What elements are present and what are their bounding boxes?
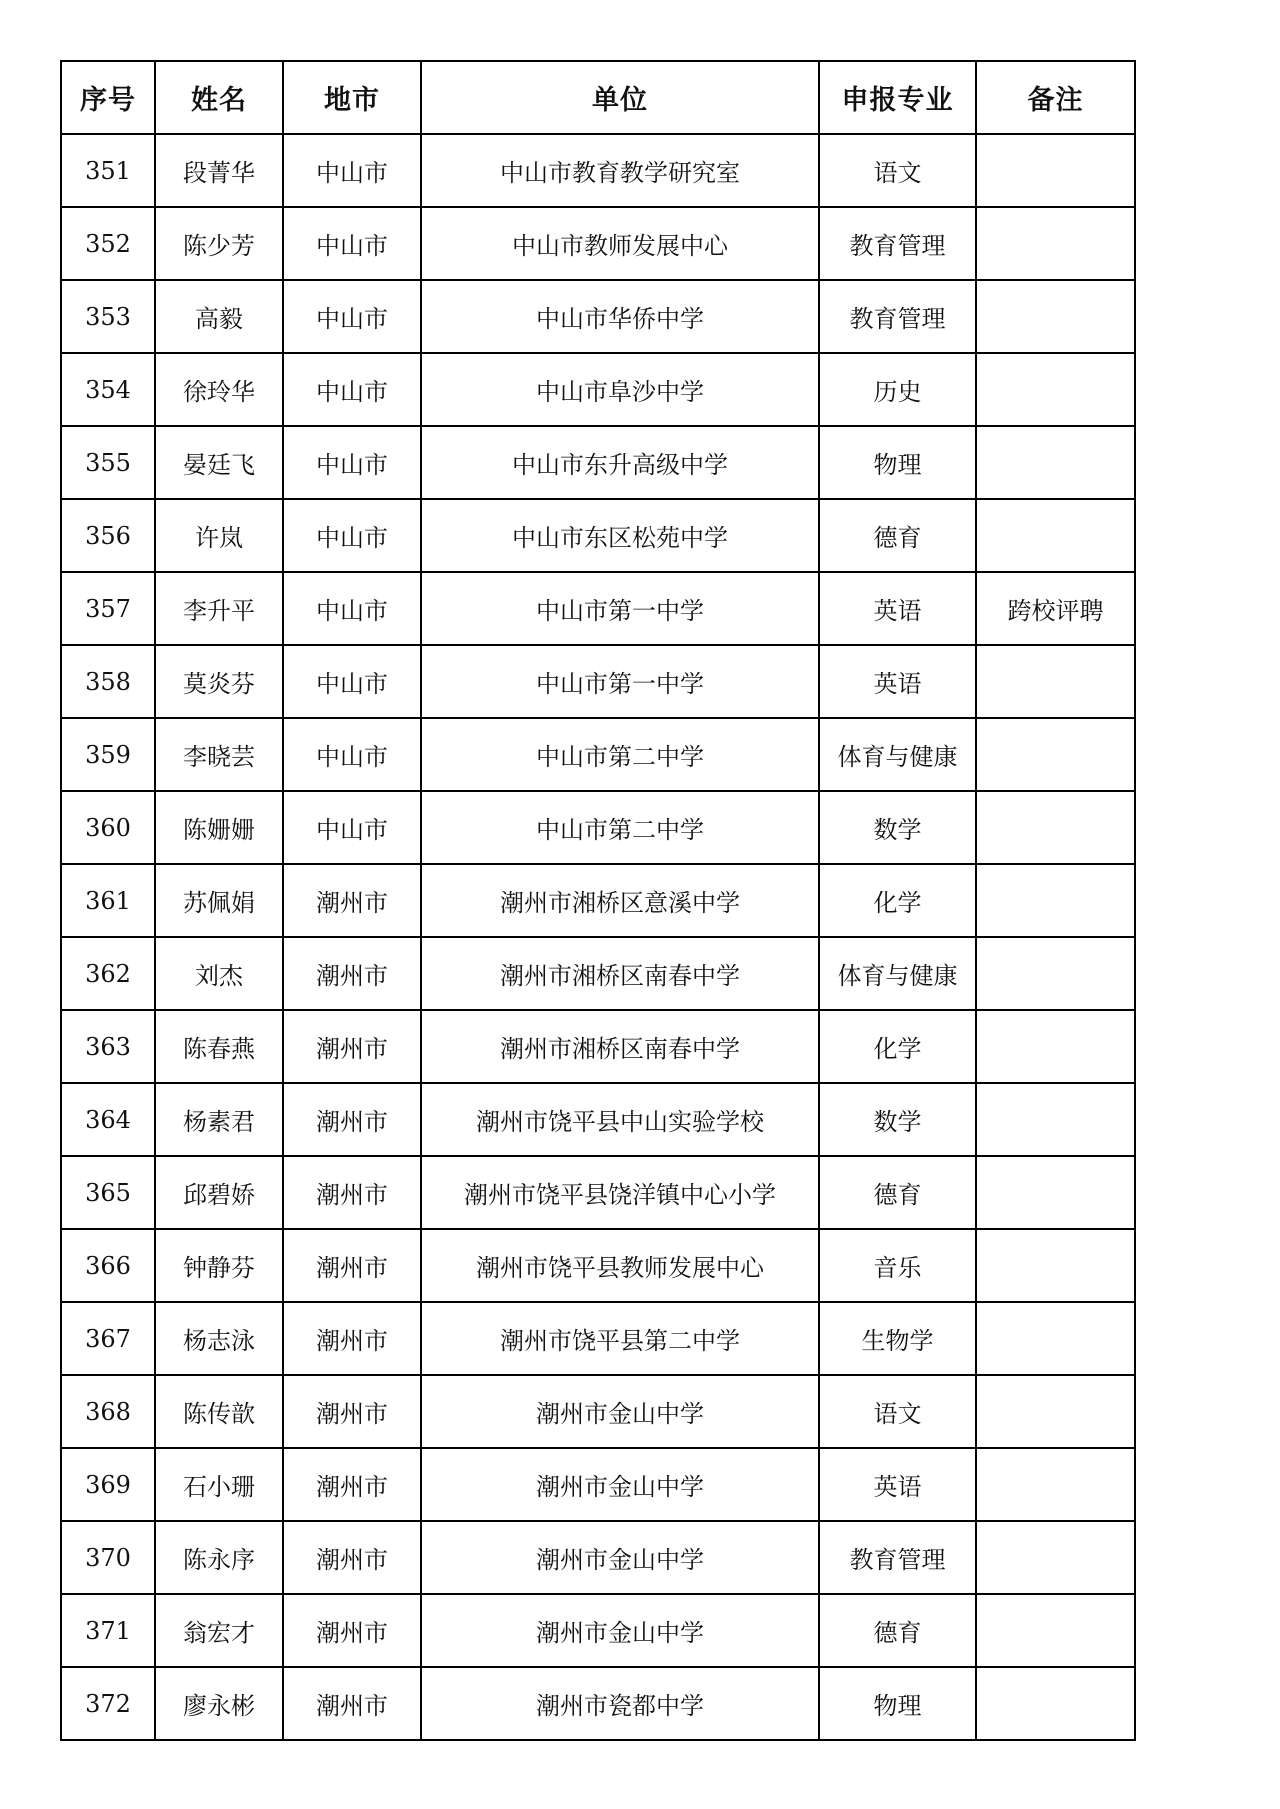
cell-major: 体育与健康 bbox=[819, 718, 976, 791]
cell-name: 刘杰 bbox=[155, 937, 283, 1010]
cell-remark bbox=[976, 1156, 1135, 1229]
cell-major: 历史 bbox=[819, 353, 976, 426]
cell-remark bbox=[976, 1594, 1135, 1667]
header-major: 申报专业 bbox=[819, 61, 976, 134]
cell-name: 莫炎芬 bbox=[155, 645, 283, 718]
cell-city: 中山市 bbox=[283, 718, 421, 791]
cell-remark bbox=[976, 207, 1135, 280]
cell-no: 370 bbox=[61, 1521, 155, 1594]
cell-unit: 中山市第一中学 bbox=[421, 572, 819, 645]
cell-name: 晏廷飞 bbox=[155, 426, 283, 499]
table-row bbox=[61, 1521, 1135, 1594]
cell-remark bbox=[976, 499, 1135, 572]
cell-remark bbox=[976, 426, 1135, 499]
roster-table bbox=[60, 60, 1136, 1741]
cell-remark bbox=[976, 353, 1135, 426]
cell-name: 杨志泳 bbox=[155, 1302, 283, 1375]
cell-no: 353 bbox=[61, 280, 155, 353]
cell-unit: 潮州市饶平县中山实验学校 bbox=[421, 1083, 819, 1156]
cell-city: 中山市 bbox=[283, 280, 421, 353]
cell-major: 德育 bbox=[819, 1594, 976, 1667]
cell-no: 364 bbox=[61, 1083, 155, 1156]
cell-major: 英语 bbox=[819, 1448, 976, 1521]
cell-name: 许岚 bbox=[155, 499, 283, 572]
cell-remark bbox=[976, 1521, 1135, 1594]
cell-city: 中山市 bbox=[283, 207, 421, 280]
cell-remark bbox=[976, 864, 1135, 937]
cell-no: 365 bbox=[61, 1156, 155, 1229]
cell-city: 中山市 bbox=[283, 353, 421, 426]
table-row bbox=[61, 207, 1135, 280]
cell-major: 化学 bbox=[819, 1010, 976, 1083]
cell-remark bbox=[976, 645, 1135, 718]
cell-remark bbox=[976, 280, 1135, 353]
table-row bbox=[61, 572, 1135, 645]
header-no: 序号 bbox=[61, 61, 155, 134]
cell-no: 351 bbox=[61, 134, 155, 207]
cell-city: 潮州市 bbox=[283, 1229, 421, 1302]
cell-unit: 中山市第一中学 bbox=[421, 645, 819, 718]
cell-no: 362 bbox=[61, 937, 155, 1010]
cell-name: 李升平 bbox=[155, 572, 283, 645]
cell-major: 体育与健康 bbox=[819, 937, 976, 1010]
cell-no: 352 bbox=[61, 207, 155, 280]
cell-remark bbox=[976, 1302, 1135, 1375]
cell-no: 372 bbox=[61, 1667, 155, 1740]
cell-unit: 中山市东升高级中学 bbox=[421, 426, 819, 499]
cell-city: 潮州市 bbox=[283, 1375, 421, 1448]
cell-major: 音乐 bbox=[819, 1229, 976, 1302]
cell-name: 段菁华 bbox=[155, 134, 283, 207]
cell-remark: 跨校评聘 bbox=[976, 572, 1135, 645]
cell-city: 潮州市 bbox=[283, 1521, 421, 1594]
cell-no: 369 bbox=[61, 1448, 155, 1521]
cell-unit: 中山市东区松苑中学 bbox=[421, 499, 819, 572]
table-row bbox=[61, 1448, 1135, 1521]
table-row bbox=[61, 1375, 1135, 1448]
cell-city: 中山市 bbox=[283, 134, 421, 207]
cell-name: 邱碧娇 bbox=[155, 1156, 283, 1229]
cell-no: 359 bbox=[61, 718, 155, 791]
cell-remark bbox=[976, 791, 1135, 864]
cell-name: 钟静芬 bbox=[155, 1229, 283, 1302]
table-row bbox=[61, 1156, 1135, 1229]
cell-no: 368 bbox=[61, 1375, 155, 1448]
cell-unit: 潮州市饶平县饶洋镇中心小学 bbox=[421, 1156, 819, 1229]
cell-major: 英语 bbox=[819, 645, 976, 718]
cell-city: 潮州市 bbox=[283, 1156, 421, 1229]
cell-major: 数学 bbox=[819, 791, 976, 864]
table-row bbox=[61, 718, 1135, 791]
cell-unit: 中山市第二中学 bbox=[421, 791, 819, 864]
table-row bbox=[61, 1083, 1135, 1156]
cell-unit: 潮州市饶平县教师发展中心 bbox=[421, 1229, 819, 1302]
cell-city: 中山市 bbox=[283, 426, 421, 499]
cell-remark bbox=[976, 134, 1135, 207]
cell-major: 教育管理 bbox=[819, 1521, 976, 1594]
cell-no: 367 bbox=[61, 1302, 155, 1375]
cell-city: 潮州市 bbox=[283, 937, 421, 1010]
header-city: 地市 bbox=[283, 61, 421, 134]
cell-unit: 潮州市金山中学 bbox=[421, 1448, 819, 1521]
cell-major: 语文 bbox=[819, 134, 976, 207]
cell-city: 潮州市 bbox=[283, 1302, 421, 1375]
cell-major: 数学 bbox=[819, 1083, 976, 1156]
cell-no: 358 bbox=[61, 645, 155, 718]
cell-name: 陈少芳 bbox=[155, 207, 283, 280]
cell-city: 中山市 bbox=[283, 499, 421, 572]
cell-unit: 中山市教师发展中心 bbox=[421, 207, 819, 280]
cell-major: 教育管理 bbox=[819, 207, 976, 280]
header-name: 姓名 bbox=[155, 61, 283, 134]
cell-remark bbox=[976, 1229, 1135, 1302]
cell-major: 语文 bbox=[819, 1375, 976, 1448]
cell-remark bbox=[976, 1375, 1135, 1448]
cell-name: 徐玲华 bbox=[155, 353, 283, 426]
cell-major: 英语 bbox=[819, 572, 976, 645]
cell-unit: 中山市华侨中学 bbox=[421, 280, 819, 353]
cell-name: 翁宏才 bbox=[155, 1594, 283, 1667]
cell-city: 潮州市 bbox=[283, 1667, 421, 1740]
table-row bbox=[61, 1010, 1135, 1083]
table-row bbox=[61, 134, 1135, 207]
table-row bbox=[61, 280, 1135, 353]
cell-no: 355 bbox=[61, 426, 155, 499]
table-row bbox=[61, 499, 1135, 572]
cell-name: 陈永序 bbox=[155, 1521, 283, 1594]
table-row bbox=[61, 864, 1135, 937]
cell-city: 潮州市 bbox=[283, 1594, 421, 1667]
cell-major: 教育管理 bbox=[819, 280, 976, 353]
cell-remark bbox=[976, 1667, 1135, 1740]
cell-unit: 潮州市湘桥区南春中学 bbox=[421, 1010, 819, 1083]
cell-unit: 中山市阜沙中学 bbox=[421, 353, 819, 426]
table-row bbox=[61, 937, 1135, 1010]
cell-unit: 潮州市湘桥区南春中学 bbox=[421, 937, 819, 1010]
table-row bbox=[61, 1229, 1135, 1302]
cell-name: 陈传歆 bbox=[155, 1375, 283, 1448]
cell-name: 陈春燕 bbox=[155, 1010, 283, 1083]
cell-no: 363 bbox=[61, 1010, 155, 1083]
cell-no: 371 bbox=[61, 1594, 155, 1667]
table-header bbox=[61, 61, 1135, 134]
table-row bbox=[61, 1667, 1135, 1740]
cell-unit: 潮州市金山中学 bbox=[421, 1594, 819, 1667]
header-row bbox=[61, 61, 1135, 134]
cell-city: 潮州市 bbox=[283, 1083, 421, 1156]
cell-name: 杨素君 bbox=[155, 1083, 283, 1156]
cell-unit: 中山市教育教学研究室 bbox=[421, 134, 819, 207]
cell-name: 高毅 bbox=[155, 280, 283, 353]
table-row bbox=[61, 426, 1135, 499]
cell-name: 李晓芸 bbox=[155, 718, 283, 791]
cell-remark bbox=[976, 937, 1135, 1010]
cell-major: 德育 bbox=[819, 499, 976, 572]
cell-remark bbox=[976, 1083, 1135, 1156]
header-remark: 备注 bbox=[976, 61, 1135, 134]
cell-unit: 潮州市湘桥区意溪中学 bbox=[421, 864, 819, 937]
cell-no: 354 bbox=[61, 353, 155, 426]
cell-name: 石小珊 bbox=[155, 1448, 283, 1521]
cell-no: 361 bbox=[61, 864, 155, 937]
cell-unit: 潮州市金山中学 bbox=[421, 1375, 819, 1448]
cell-no: 356 bbox=[61, 499, 155, 572]
cell-no: 357 bbox=[61, 572, 155, 645]
cell-major: 生物学 bbox=[819, 1302, 976, 1375]
table-row bbox=[61, 1302, 1135, 1375]
cell-major: 化学 bbox=[819, 864, 976, 937]
cell-unit: 潮州市瓷都中学 bbox=[421, 1667, 819, 1740]
cell-remark bbox=[976, 718, 1135, 791]
cell-remark bbox=[976, 1448, 1135, 1521]
cell-no: 366 bbox=[61, 1229, 155, 1302]
cell-city: 潮州市 bbox=[283, 1010, 421, 1083]
cell-name: 苏佩娟 bbox=[155, 864, 283, 937]
cell-city: 中山市 bbox=[283, 791, 421, 864]
table-row bbox=[61, 1594, 1135, 1667]
cell-name: 廖永彬 bbox=[155, 1667, 283, 1740]
cell-city: 中山市 bbox=[283, 572, 421, 645]
cell-unit: 中山市第二中学 bbox=[421, 718, 819, 791]
table-row bbox=[61, 791, 1135, 864]
cell-major: 物理 bbox=[819, 1667, 976, 1740]
cell-city: 潮州市 bbox=[283, 864, 421, 937]
cell-remark bbox=[976, 1010, 1135, 1083]
cell-no: 360 bbox=[61, 791, 155, 864]
cell-city: 中山市 bbox=[283, 645, 421, 718]
table-body bbox=[61, 134, 1135, 1740]
cell-major: 德育 bbox=[819, 1156, 976, 1229]
cell-unit: 潮州市饶平县第二中学 bbox=[421, 1302, 819, 1375]
header-unit: 单位 bbox=[421, 61, 819, 134]
table-row bbox=[61, 645, 1135, 718]
table-row bbox=[61, 353, 1135, 426]
cell-city: 潮州市 bbox=[283, 1448, 421, 1521]
cell-name: 陈姗姗 bbox=[155, 791, 283, 864]
cell-unit: 潮州市金山中学 bbox=[421, 1521, 819, 1594]
cell-major: 物理 bbox=[819, 426, 976, 499]
